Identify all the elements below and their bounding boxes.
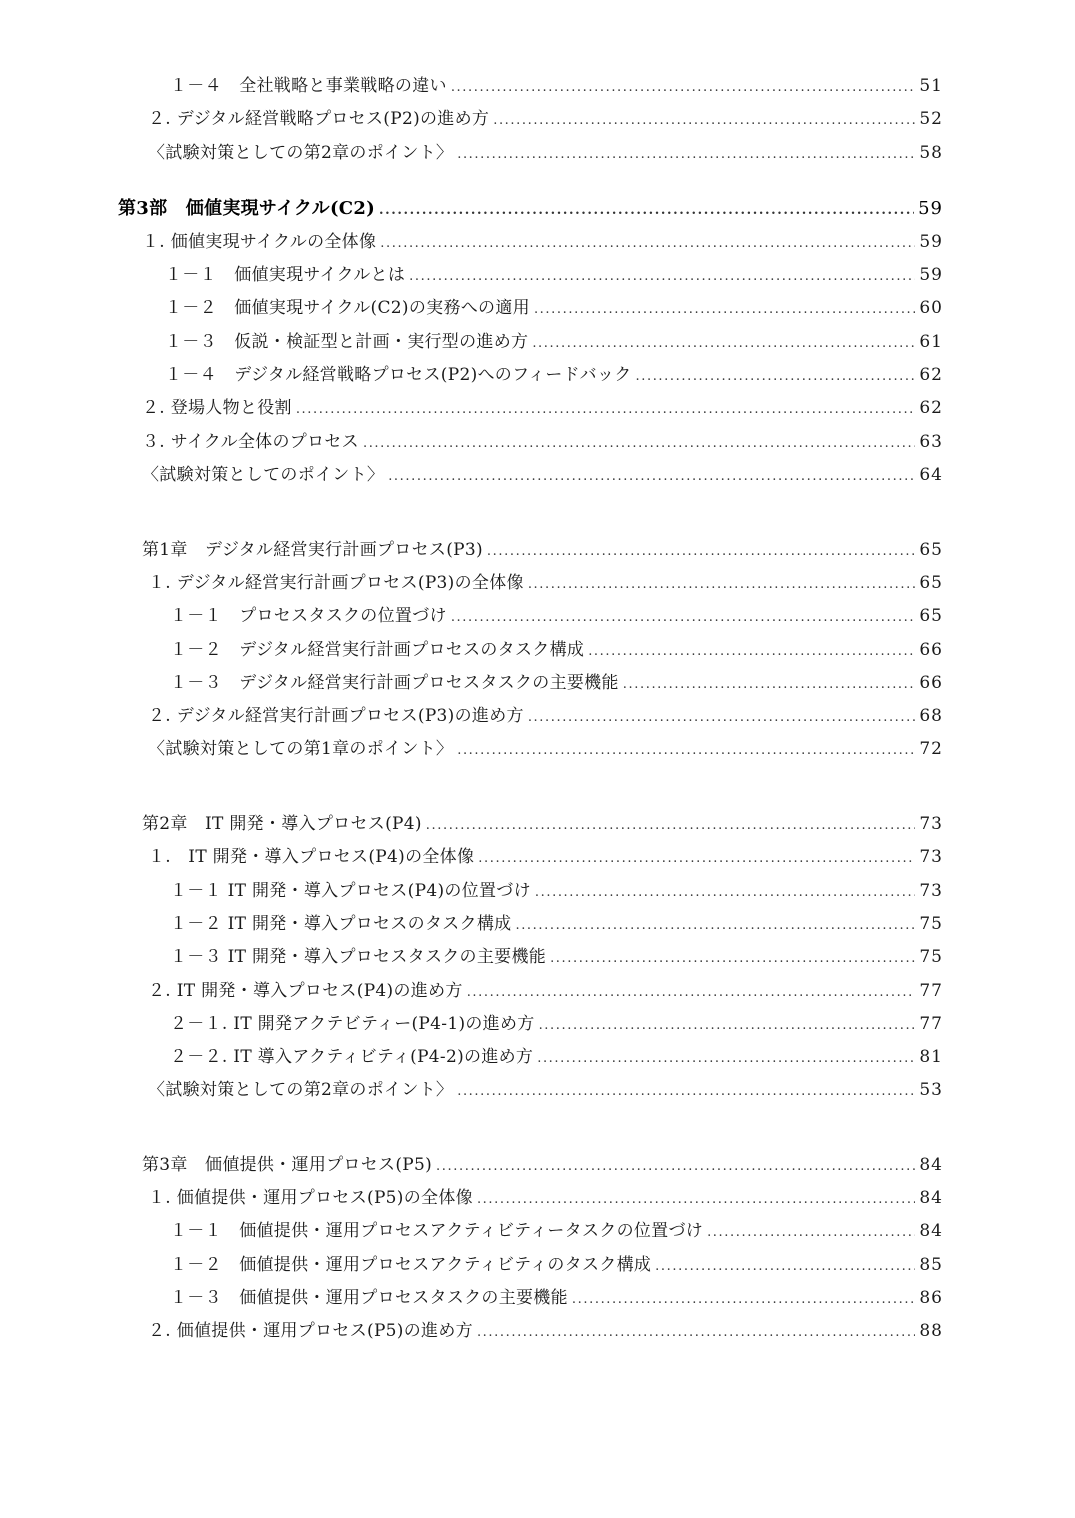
- toc-title: ３. サイクル全体のプロセス: [142, 432, 359, 452]
- toc-row[interactable]: [0, 293, 1075, 323]
- leader-dots: [535, 878, 915, 908]
- toc-title: 〈試験対策としての第1章のポイント〉: [148, 739, 454, 759]
- leader-dots: [532, 329, 915, 359]
- toc-page-number: 60: [919, 298, 943, 318]
- toc-row[interactable]: [0, 568, 1075, 598]
- toc-title: 〈試験対策としての第2章のポイント〉: [148, 1080, 454, 1100]
- toc-page-number: 68: [919, 706, 943, 726]
- leader-dots: [380, 229, 915, 259]
- leader-dots: [379, 196, 914, 226]
- leader-dots: [477, 1318, 915, 1348]
- toc-page-number: 63: [919, 432, 943, 452]
- leader-dots: [436, 1152, 915, 1182]
- toc-title: ２－２. IT 導入アクティビティ(P4-2)の進め方: [170, 1047, 534, 1067]
- toc-row[interactable]: [0, 71, 1075, 101]
- toc-title: ２. デジタル経営実行計画プロセス(P3)の進め方: [148, 706, 524, 726]
- toc-row[interactable]: [0, 701, 1075, 731]
- toc-row[interactable]: [0, 668, 1075, 698]
- toc-title: １－２ 価値提供・運用プロセスアクティビティのタスク構成: [170, 1255, 652, 1275]
- toc-page-number: 51: [919, 76, 943, 96]
- toc-title: 第1章 デジタル経営実行計画プロセス(P3): [142, 540, 483, 560]
- toc-title: １－１ 価値提供・運用プロセスアクティビティータスクの位置づけ: [170, 1221, 704, 1241]
- leader-dots: [388, 462, 915, 492]
- toc-title: １－３ 価値提供・運用プロセスタスクの主要機能: [170, 1288, 568, 1308]
- toc-page-number: 65: [919, 540, 943, 560]
- toc-row[interactable]: [0, 427, 1075, 457]
- leader-dots: [426, 811, 916, 841]
- toc-page-number: 84: [919, 1155, 943, 1175]
- toc-page-number: 88: [919, 1321, 943, 1341]
- toc-page-number: 52: [919, 109, 943, 129]
- toc-page-number: 66: [919, 673, 943, 693]
- leader-dots: [457, 1077, 915, 1107]
- leader-dots: [572, 1285, 915, 1315]
- toc-row[interactable]: [0, 1042, 1075, 1072]
- toc-title: 第2章 IT 開発・導入プロセス(P4): [142, 814, 422, 834]
- toc-page-number: 84: [919, 1188, 943, 1208]
- toc-title: 第3章 価値提供・運用プロセス(P5): [142, 1155, 433, 1175]
- toc-title: １－３ IT 開発・導入プロセスタスクの主要機能: [170, 947, 547, 967]
- leader-dots: [588, 637, 915, 667]
- toc-title: １. 価値提供・運用プロセス(P5)の全体像: [148, 1188, 473, 1208]
- toc-chapter-heading[interactable]: [0, 1150, 1075, 1180]
- toc-page-number: 65: [919, 573, 943, 593]
- toc-page-number: 72: [919, 739, 943, 759]
- toc-page-number: 59: [919, 232, 943, 252]
- toc-row[interactable]: [0, 842, 1075, 872]
- toc-row[interactable]: [0, 260, 1075, 290]
- toc-row[interactable]: [0, 976, 1075, 1006]
- toc-title: ２. 価値提供・運用プロセス(P5)の進め方: [148, 1321, 473, 1341]
- toc-row[interactable]: [0, 734, 1075, 764]
- toc-row[interactable]: [0, 1250, 1075, 1280]
- toc-title: １－１ 価値実現サイクルとは: [165, 265, 406, 285]
- toc-row[interactable]: [0, 1216, 1075, 1246]
- leader-dots: [296, 395, 916, 425]
- toc-page-number: 84: [919, 1221, 943, 1241]
- leader-dots: [623, 670, 916, 700]
- leader-dots: [528, 703, 916, 733]
- toc-page-number: 65: [919, 606, 943, 626]
- leader-dots: [451, 603, 916, 633]
- toc-title: １－３ 仮説・検証型と計画・実行型の進め方: [165, 332, 529, 352]
- toc-title: １. 価値実現サイクルの全体像: [142, 232, 377, 252]
- leader-dots: [478, 844, 915, 874]
- toc-page-number: 73: [919, 881, 943, 901]
- toc-title: １－１ IT 開発・導入プロセス(P4)の位置づけ: [170, 881, 531, 901]
- toc-page-number: 59: [919, 265, 943, 285]
- toc-page-number: 77: [919, 981, 943, 1001]
- toc-title: ２. 登場人物と役割: [142, 398, 292, 418]
- leader-dots: [528, 570, 916, 600]
- toc-page-number: 59: [918, 198, 943, 219]
- toc-chapter-heading[interactable]: [0, 535, 1075, 565]
- toc-title: 〈試験対策としてのポイント〉: [142, 465, 385, 485]
- leader-dots: [537, 1044, 915, 1074]
- toc-page-number: 77: [919, 1014, 943, 1034]
- leader-dots: [550, 944, 915, 974]
- toc-title: １. デジタル経営実行計画プロセス(P3)の全体像: [148, 573, 524, 593]
- leader-dots: [363, 429, 915, 459]
- leader-dots: [515, 911, 915, 941]
- leader-dots: [493, 106, 915, 136]
- toc-title: １－４ 全社戦略と事業戦略の違い: [170, 76, 447, 96]
- toc-row[interactable]: [0, 1183, 1075, 1213]
- toc-title: １－４ デジタル経営戦略プロセス(P2)へのフィードバック: [165, 365, 632, 385]
- toc-page-number: 62: [919, 398, 943, 418]
- leader-dots: [487, 537, 915, 567]
- toc-row[interactable]: [0, 909, 1075, 939]
- leader-dots: [457, 140, 915, 170]
- toc-row[interactable]: [0, 601, 1075, 631]
- toc-row[interactable]: [0, 393, 1075, 423]
- toc-title: ２－１. IT 開発アクテビティー(P4-1)の進め方: [170, 1014, 535, 1034]
- leader-dots: [467, 978, 916, 1008]
- toc-title: ２. IT 開発・導入プロセス(P4)の進め方: [148, 981, 463, 1001]
- toc-row[interactable]: [0, 1316, 1075, 1346]
- toc-page-number: 64: [919, 465, 943, 485]
- toc-page-number: 73: [919, 814, 943, 834]
- toc-part-heading[interactable]: [0, 194, 1075, 224]
- toc-page-number: 75: [919, 914, 943, 934]
- toc-row[interactable]: [0, 104, 1075, 134]
- toc-page-number: 75: [919, 947, 943, 967]
- toc-page-number: 53: [919, 1080, 943, 1100]
- toc-chapter-heading[interactable]: [0, 809, 1075, 839]
- toc-page-number: 58: [919, 143, 943, 163]
- toc-row[interactable]: [0, 360, 1075, 390]
- toc-page-number: 61: [919, 332, 943, 352]
- leader-dots: [451, 73, 916, 103]
- leader-dots: [636, 362, 916, 392]
- leader-dots: [477, 1185, 915, 1215]
- toc-title: 〈試験対策としての第2章のポイント〉: [148, 143, 454, 163]
- toc-row[interactable]: [0, 876, 1075, 906]
- toc-row[interactable]: [0, 138, 1075, 168]
- toc-row[interactable]: [0, 1283, 1075, 1313]
- toc-title: １. IT 開発・導入プロセス(P4)の全体像: [148, 847, 475, 867]
- leader-dots: [539, 1011, 916, 1041]
- leader-dots: [409, 262, 915, 292]
- toc-page-number: 73: [919, 847, 943, 867]
- toc-row[interactable]: [0, 1009, 1075, 1039]
- toc-title: １－３ デジタル経営実行計画プロセスタスクの主要機能: [170, 673, 619, 693]
- toc-row[interactable]: [0, 460, 1075, 490]
- leader-dots: [707, 1218, 915, 1248]
- toc-title: １－２ デジタル経営実行計画プロセスのタスク構成: [170, 640, 585, 660]
- toc-title: １－２ 価値実現サイクル(C2)の実務への適用: [165, 298, 530, 318]
- leader-dots: [457, 736, 915, 766]
- toc-row[interactable]: [0, 942, 1075, 972]
- toc-row[interactable]: [0, 1075, 1075, 1105]
- leader-dots: [655, 1252, 915, 1282]
- toc-page-number: 81: [919, 1047, 943, 1067]
- toc-title: １－１ プロセスタスクの位置づけ: [170, 606, 447, 626]
- toc-page-number: 66: [919, 640, 943, 660]
- toc-page-number: 62: [919, 365, 943, 385]
- toc-page-number: 86: [919, 1288, 943, 1308]
- leader-dots: [534, 295, 915, 325]
- toc-title: 第3部 価値実現サイクル(C2): [118, 198, 376, 219]
- toc-page-number: 85: [919, 1255, 943, 1275]
- toc-title: ２. デジタル経営戦略プロセス(P2)の進め方: [148, 109, 490, 129]
- toc-row[interactable]: [0, 327, 1075, 357]
- toc-row[interactable]: [0, 635, 1075, 665]
- toc-row[interactable]: [0, 227, 1075, 257]
- toc-title: １－２ IT 開発・導入プロセスのタスク構成: [170, 914, 512, 934]
